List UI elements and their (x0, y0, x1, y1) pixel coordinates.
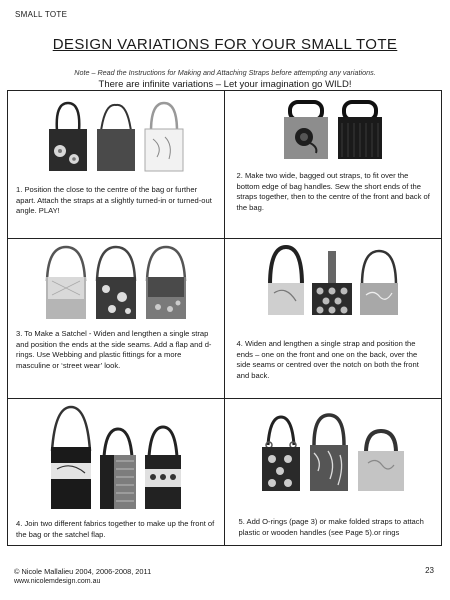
tagline: There are infinite variations – Let your imagination go WILD! (98, 79, 352, 90)
tote-photo-hexagon (310, 245, 354, 317)
variation-cell-3 (8, 239, 225, 399)
note-text: Note – Read the Instructions for Making and Attaching Straps before attempting any variations. (74, 68, 376, 77)
header-label: SMALL TOTE (15, 10, 68, 19)
satchel-photo-flap (44, 245, 88, 321)
tote-photo-figures (143, 405, 183, 513)
variation-caption-1: 1. Position the close to the centre of the bag or further apart. Attach the straps at a slightly turned-in or turned-out angle. PLAY! (16, 185, 212, 215)
satchel-photo-floral (144, 245, 188, 321)
variations-grid (7, 90, 442, 546)
tote-photo-rose-ring-handles (282, 99, 330, 161)
tote-photo-charcoal (95, 99, 137, 173)
variation-cell-2 (225, 91, 442, 239)
tote-photo-long-strap (266, 245, 306, 317)
tote-photo-wooden-handle (356, 409, 406, 493)
variation-cell-6 (225, 399, 442, 545)
variation-cell-4 (225, 239, 442, 399)
tote-photo-white-embroidered (143, 99, 185, 173)
tote-photo-grey-embroidered (358, 245, 400, 317)
tote-photo-dark-flowers (47, 99, 89, 173)
satchel-photo-two-fabric (49, 405, 93, 513)
footer-url[interactable]: www.nicolemdesign.com.au (14, 578, 101, 585)
footer-copyright: © Nicole Mallalieu 2004, 2006-2008, 2011 (14, 567, 152, 576)
variation-caption-5: 4. Join two different fabrics together to make up the front of the bag or the satchel flap. (16, 519, 215, 539)
tote-photo-folded-straps-floral (308, 409, 350, 493)
variation-caption-4: 4. Widen and lengthen a single strap and position the ends – one on the front and one on the back, over the side seams or centred over the notch on both the front and back. (236, 339, 419, 380)
variation-caption-2: 2. Make two wide, bagged out straps, to fit over the bottom edge of bag handles. Sew the short ends of the straps together, then to the centre of the front and back of the bag. (236, 171, 430, 212)
page-title: DESIGN VARIATIONS FOR YOUR SMALL TOTE (52, 36, 398, 53)
page-number: 23 (425, 566, 434, 575)
variation-caption-3: 3. To Make a Satchel - Widen and lengthen a single strap and position the ends at the side seams. Add a flap and d-rings. Use Webbing and plastic fittings for a more masculine or ‘street wear’ look. (16, 329, 212, 370)
variation-caption-6: 5. Add O-rings (page 3) or make folded straps to attach plastic or wooden handles (see Page 5).or rings (238, 517, 424, 537)
tote-photo-houndstooth (98, 405, 138, 513)
variation-cell-1 (8, 91, 225, 239)
tote-photo-oring-patterned (260, 409, 302, 493)
satchel-photo-print (94, 245, 138, 321)
variation-cell-5 (8, 399, 225, 545)
tote-photo-black-ring-handles (336, 99, 384, 161)
